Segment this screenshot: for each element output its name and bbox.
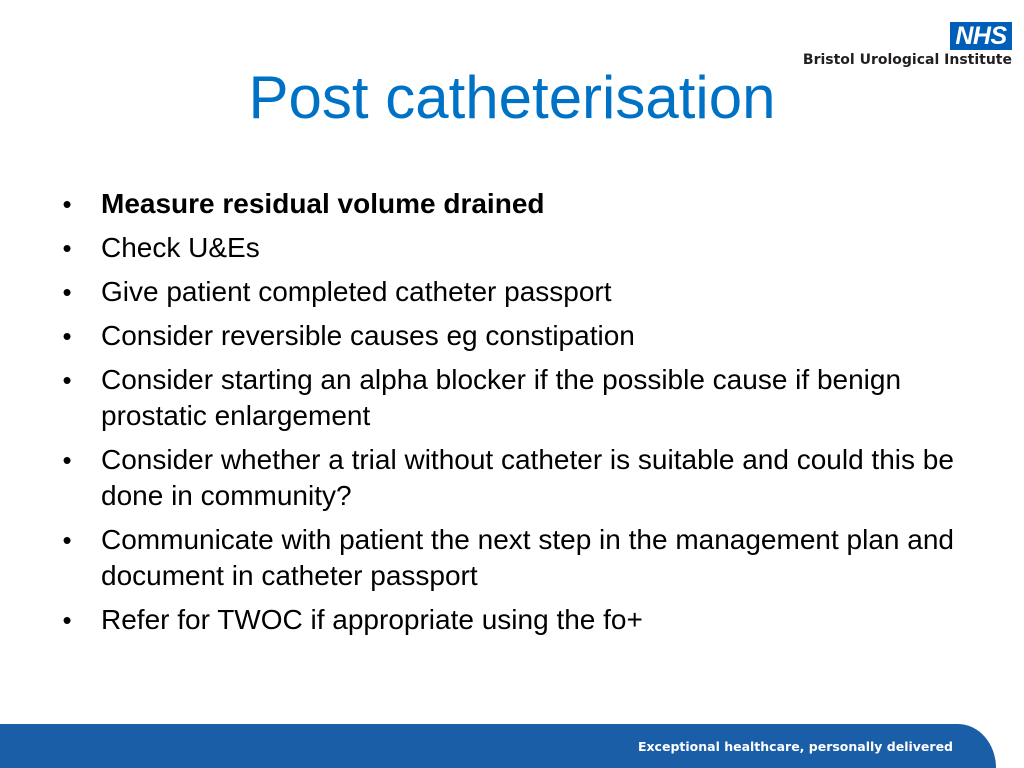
bullet-text: Consider reversible causes eg constipation [101, 320, 635, 351]
bullet-text: Measure residual volume drained [101, 188, 545, 219]
bullet-icon: • [62, 605, 72, 635]
bullet-icon: • [62, 189, 72, 219]
bullet-icon: • [62, 525, 72, 555]
slide-title: Post catheterisation [248, 64, 776, 131]
bullet-icon: • [62, 365, 72, 395]
bullet-text: Refer for TWOC if appropriate using the fo+ [101, 604, 643, 635]
bullet-text: Communicate with patient the next step in the management plan and document in catheter passport [101, 524, 954, 591]
bullet-text: Give patient completed catheter passport [101, 276, 612, 307]
bullet-icon: • [62, 321, 72, 351]
bullet-icon: • [62, 445, 72, 475]
nhs-logo [950, 22, 1012, 50]
bullet-item [58, 442, 968, 514]
bullet-icon: • [62, 233, 72, 263]
bullet-item [58, 362, 968, 434]
bullet-list [58, 186, 968, 646]
bullet-item [58, 230, 968, 266]
bullet-text: Consider starting an alpha blocker if the possible cause if benign prostatic enlargement [101, 364, 902, 431]
bullet-text: Check U&Es [101, 232, 260, 263]
bullet-item [58, 186, 968, 222]
bullet-text: Consider whether a trial without catheter is suitable and could this be done in community? [101, 444, 954, 511]
organisation-name: Bristol Urological Institute [802, 52, 1012, 68]
bullet-item [58, 602, 968, 638]
bullet-icon: • [62, 277, 72, 307]
bullet-item [58, 318, 968, 354]
bullet-item [58, 274, 968, 310]
bullet-item [58, 522, 968, 594]
footer-tagline: Exceptional healthcare, personally delivered [637, 739, 953, 754]
nhs-logo-text: NHS [955, 21, 1007, 50]
